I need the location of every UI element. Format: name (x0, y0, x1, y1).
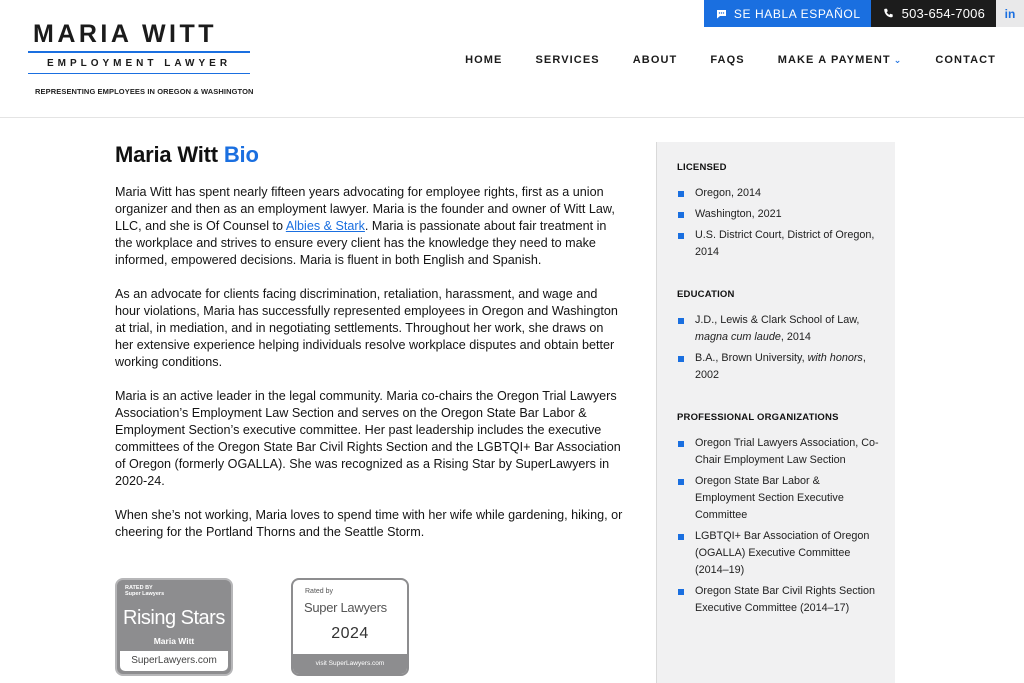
bio-paragraph-3: Maria is an active leader in the legal community. Maria co-chairs the Oregon Trial Lawyers Association’s Employment Law Section and serves on the Oregon State Bar Labor & Employment Section’s executive committee. Her past leadership includes the executive committees of the Oregon State Bar Civil Rights Section and the LGBTQI+ Bar Association of Oregon (formerly OGALLA). She was recognized as a Rising Star by SuperLawyers in 2020-24. (115, 389, 621, 488)
nav-home[interactable]: HOME (465, 54, 503, 66)
licensed-heading: LICENSED (677, 162, 727, 173)
super-lawyers-2024-badge[interactable] (291, 578, 409, 676)
bullet-icon (678, 479, 684, 485)
logo-tagline: REPRESENTING EMPLOYEES IN OREGON & WASHINGTON (35, 87, 254, 96)
badge-brand: Super Lawyers (125, 591, 165, 597)
list-item (677, 528, 881, 579)
list-item-text: Oregon State Bar Civil Rights Section Executive Committee (2014–17) (695, 585, 876, 614)
spanish-label: SE HABLA ESPAÑOL (733, 6, 861, 21)
list-item-text: U.S. District Court, District of Oregon, 2014 (695, 229, 875, 258)
edu-year: , 2014 (780, 331, 811, 343)
badge-year: 2024 (331, 625, 369, 642)
phone-button[interactable] (871, 0, 996, 27)
nav-services[interactable]: SERVICES (535, 54, 600, 66)
bullet-icon (678, 441, 684, 447)
orgs-list (677, 435, 881, 617)
se-habla-espanol-button[interactable] (704, 0, 871, 27)
edu-honor: with honors (807, 352, 863, 364)
list-item (677, 312, 881, 346)
badge-site: visit SuperLawyers.com (293, 654, 407, 674)
p1-text-start: Maria Witt has spent nearly fifteen years advocating for employee rights, first as a union organizer and then as an employment lawyer. Maria is the founder and owner of Witt Law, LLC, and she is Of Counsel to (115, 185, 615, 233)
utility-bar (704, 0, 1024, 27)
nav-faqs[interactable]: FAQS (710, 54, 745, 66)
list-item-text: Oregon Trial Lawyers Association, Co-Chair Employment Law Section (695, 437, 879, 466)
award-badges (115, 578, 409, 676)
rising-stars-badge[interactable] (115, 578, 233, 676)
orgs-heading: PROFESSIONAL ORGANIZATIONS (677, 412, 839, 423)
title-accent: Bio (223, 142, 259, 167)
title-name: Maria Witt (115, 142, 218, 167)
bio-content (115, 142, 625, 558)
list-item-text: Oregon, 2014 (695, 187, 762, 199)
logo-rule (28, 73, 250, 74)
bullet-icon (678, 191, 684, 197)
albies-stark-link[interactable]: Albies & Stark (285, 219, 365, 233)
list-item-text: LGBTQI+ Bar Association of Oregon (OGALLA) Executive Committee (2014–19) (695, 530, 870, 576)
bullet-icon (678, 318, 684, 324)
chevron-down-icon: ⌄ (893, 54, 903, 65)
nav-contact[interactable]: CONTACT (935, 54, 996, 66)
licensed-list (677, 185, 881, 261)
nav-payment-label: MAKE A PAYMENT (777, 54, 891, 66)
bio-paragraph-4: When she’s not working, Maria loves to spend time with her wife while gardening, hiking, or cheering for the Portland Thorns and the Seattle Storm. (115, 508, 623, 539)
bio-paragraph-1 (115, 184, 625, 269)
list-item (677, 206, 881, 223)
list-item (677, 227, 881, 261)
badge-rated-by (125, 585, 164, 597)
bullet-icon (678, 356, 684, 362)
list-item-text: Oregon State Bar Labor & Employment Section Executive Committee (695, 475, 844, 521)
bullet-icon (678, 233, 684, 239)
bullet-icon (678, 589, 684, 595)
list-item (677, 473, 881, 524)
bio-paragraph-2: As an advocate for clients facing discrimination, retaliation, harassment, and wage and hour violations, Maria has successfully represented employees in Oregon and Washington at trial, in mediation, and in negotiating settlements. Throughout her work, she draws on her extensive experience helping individuals resolve workplace disputes and obtain better working conditions. (115, 287, 618, 369)
phone-icon (883, 8, 894, 19)
bullet-icon (678, 212, 684, 218)
education-list (677, 312, 881, 384)
badge-rated-by: Rated by (305, 588, 334, 595)
page-title (115, 142, 625, 168)
p1-text-end: . Maria is passionate about fair treatment in the workplace and strives to ensure every client has the knowledge they need to make informed, empowered decisions. Maria is fluent in both English and Spanish. (115, 219, 607, 267)
edu-honor: magna cum laude (695, 331, 781, 343)
education-heading: EDUCATION (677, 289, 735, 300)
nav-make-a-payment[interactable] (778, 54, 903, 66)
edu-year: , 2002 (695, 352, 866, 381)
edu-school: J.D., Lewis & Clark School of Law, (695, 314, 860, 326)
list-item (677, 185, 881, 202)
list-item (677, 583, 881, 617)
chat-bubble-icon (716, 9, 727, 19)
credentials-sidebar (656, 142, 895, 683)
badge-rising-stars-title: Rising Stars (123, 607, 225, 629)
list-item (677, 435, 881, 469)
logo-name: MARIA WITT (33, 20, 218, 48)
list-item (677, 350, 881, 384)
edu-school: B.A., Brown University, (695, 352, 808, 364)
phone-number: 503-654-7006 (901, 6, 985, 21)
list-item-text: Washington, 2021 (695, 208, 782, 220)
badge-honoree-name: Maria Witt (153, 636, 195, 646)
linkedin-icon[interactable]: in (996, 0, 1024, 27)
badge-brand: Super Lawyers (304, 600, 387, 615)
badge-site: SuperLawyers.com (120, 651, 228, 671)
bullet-icon (678, 534, 684, 540)
site-logo[interactable] (28, 22, 250, 74)
nav-about[interactable]: ABOUT (632, 54, 678, 66)
badge-rated-label: RATED BY (125, 585, 153, 591)
logo-subtitle: EMPLOYMENT LAWYER (46, 58, 232, 69)
main-nav (432, 54, 996, 66)
